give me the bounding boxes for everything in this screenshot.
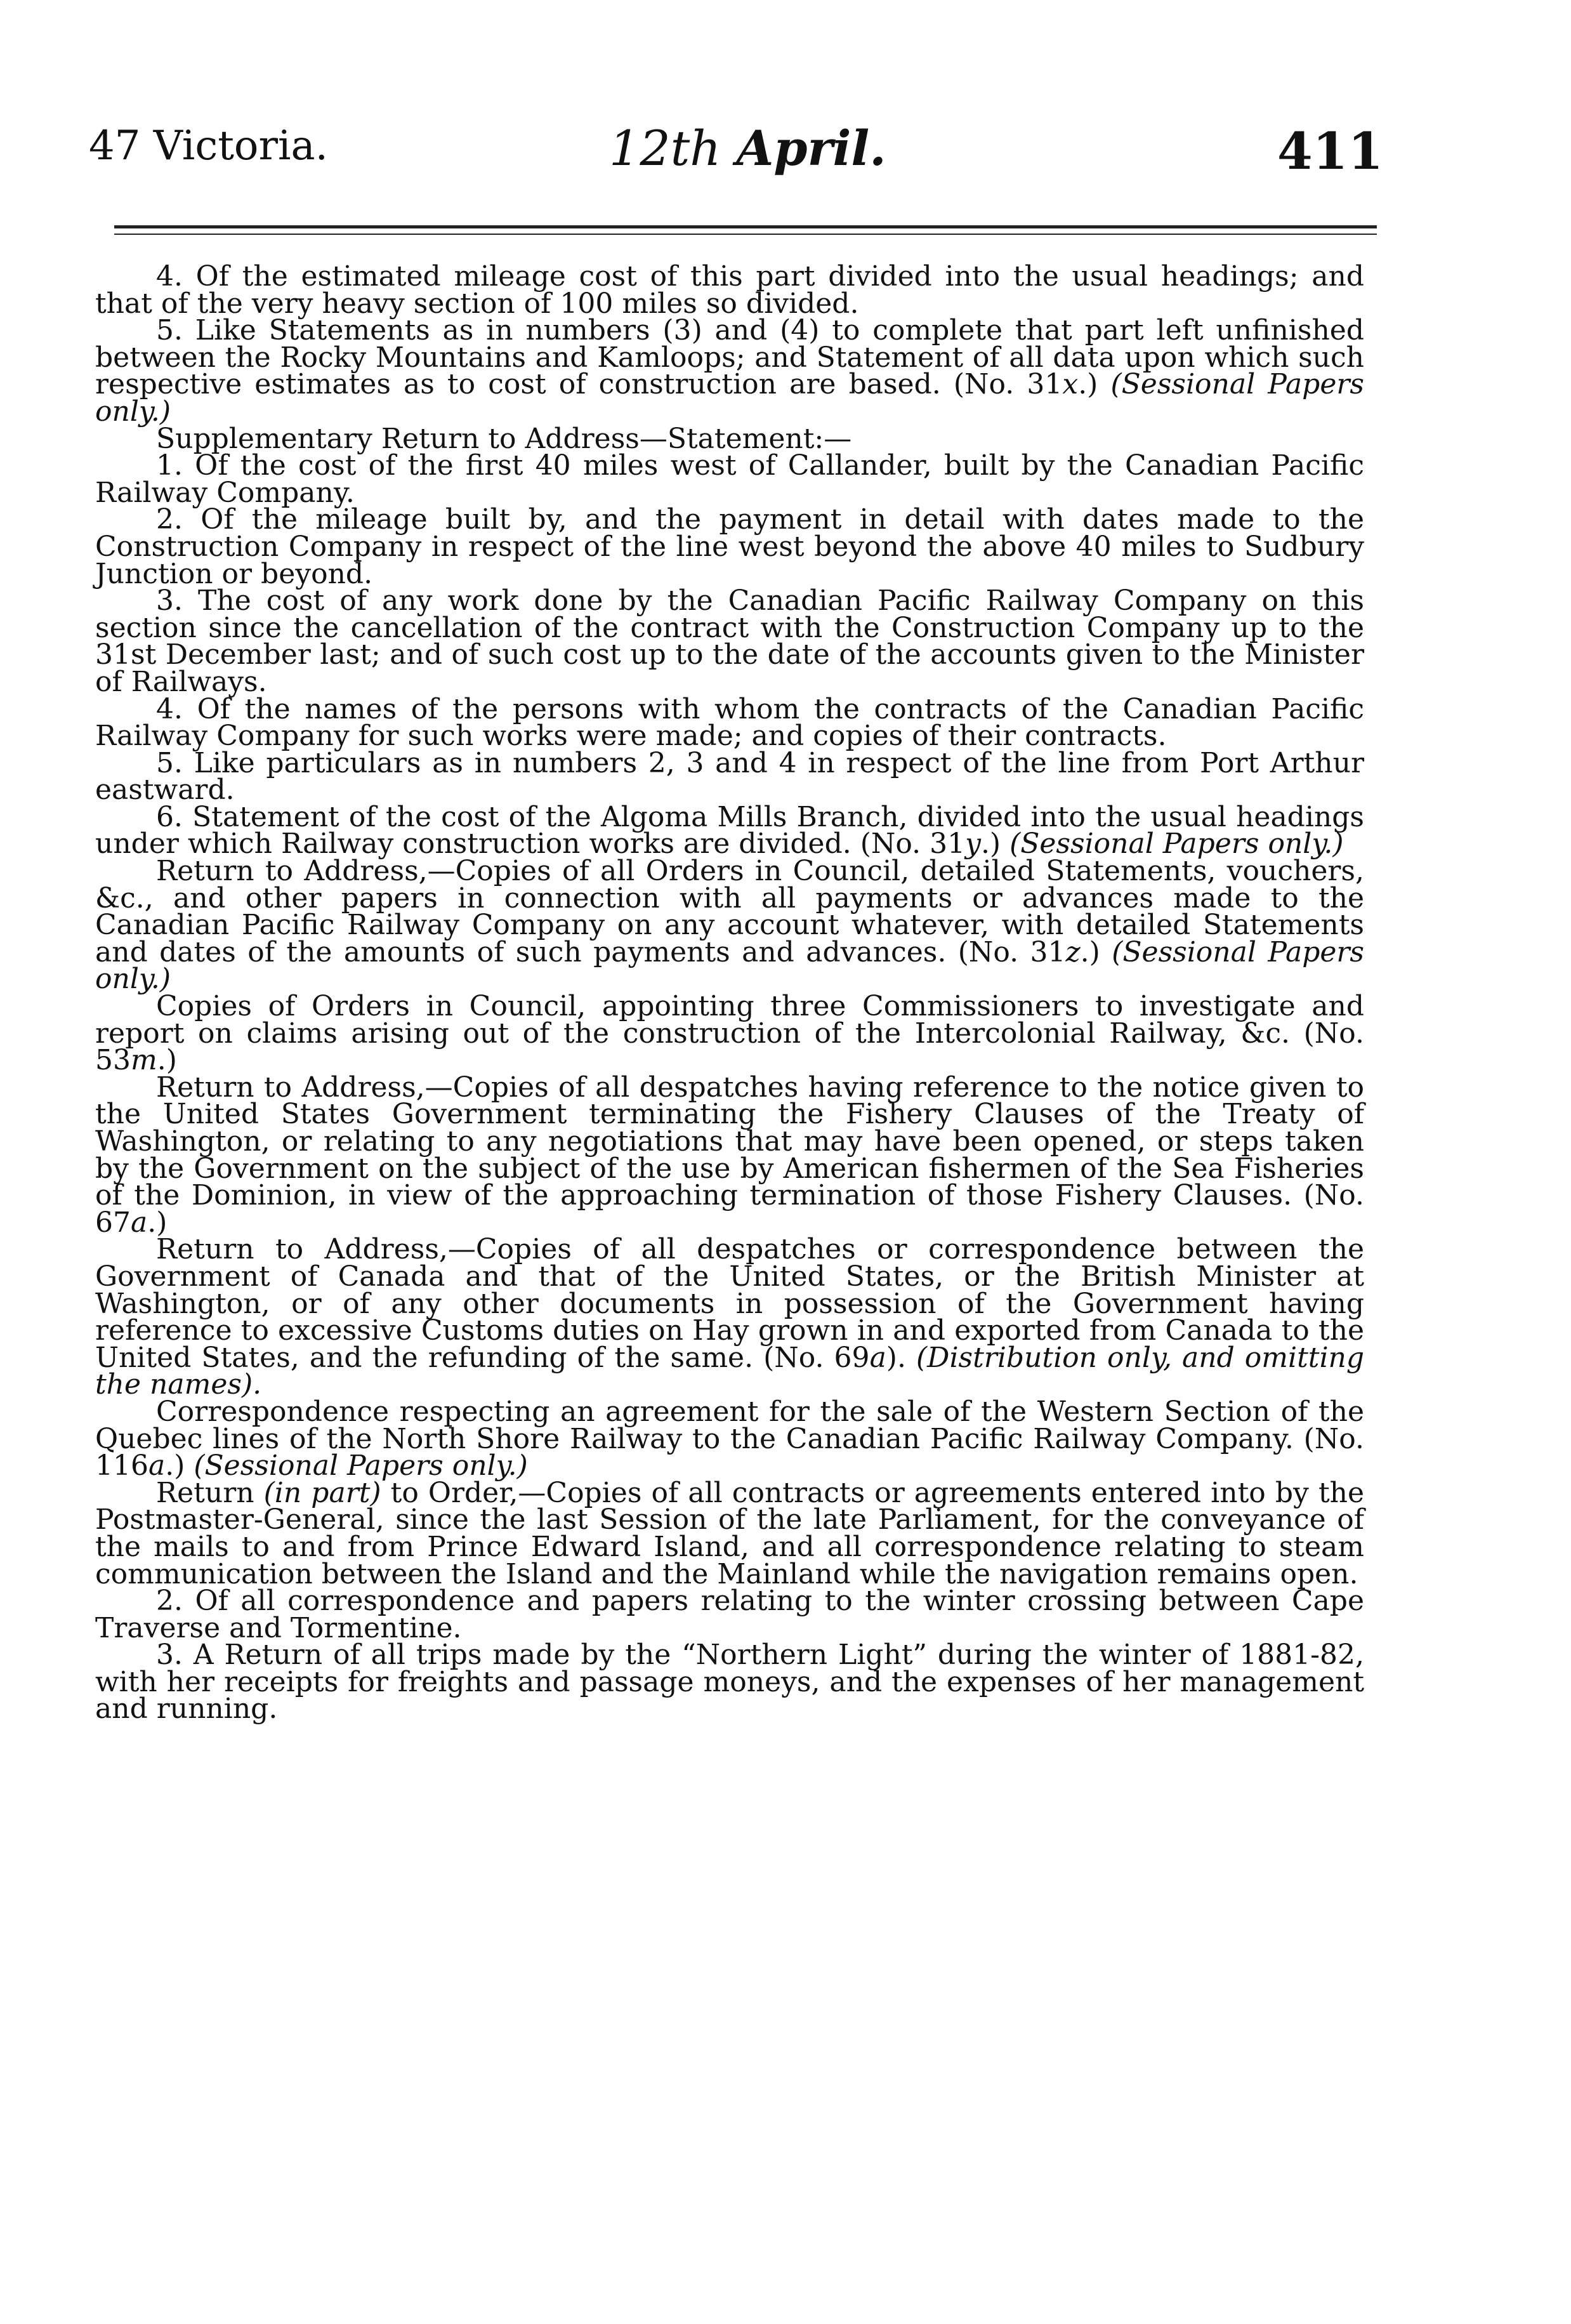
text-run: 2. Of the mileage built by, and the payment in detail with dates made to the Construction Company in respect of the line west beyond the above 40 miles to Sudbury Junction or beyond. (95, 503, 1364, 590)
date-heading (609, 120, 886, 176)
italic-run: (Sessional Papers only.) (1009, 828, 1344, 861)
italic-run: y (965, 828, 981, 861)
italic-run: (in part) (263, 1476, 381, 1509)
text-run: 1. Of the cost of the first 40 miles west of Callander, built by the Canadian Pacific Railway Company. (95, 449, 1364, 509)
paragraph (95, 746, 1364, 807)
italic-run: a (148, 1449, 166, 1482)
paragraph (95, 422, 1364, 455)
italic-run: m (131, 1044, 157, 1077)
paragraph (95, 692, 1364, 753)
text-run: 6. Statement of the cost of the Algoma Mills Branch, divided into the usual headings under which Railway construction works are divided. (No. 31 (95, 800, 1364, 861)
paragraph (95, 1071, 1364, 1239)
paragraph (95, 990, 1364, 1077)
text-run: 5. Like Statements as in numbers (3) and (4) to complete that part left unfinished between the Rocky Mountains and Kamloops; and Statement of all data upon which such respective estimates as to cost of construction are based. (No. 31 (95, 314, 1364, 401)
text-run: .) (1078, 368, 1111, 401)
page-header (89, 105, 1383, 200)
paragraph (95, 314, 1364, 428)
italic-run: (Sessional Papers only.) (95, 935, 1365, 996)
paragraph (95, 503, 1364, 590)
date-day: 12th (609, 120, 721, 176)
paragraph (95, 800, 1364, 861)
italic-run: (Sessional Papers only.) (194, 1449, 528, 1482)
italic-run: (Sessional Papers only.) (95, 368, 1364, 428)
paragraph (95, 584, 1364, 698)
header-rule-thick (114, 225, 1377, 228)
text-run: 2. Of all correspondence and papers relating to the winter crossing between Cape Traverse and Tormentine. (95, 1585, 1364, 1644)
text-run: Return to Address,—Copies of all despatches or correspondence between the Government of Canada and that of the United States, or the British Minister at Washington, or of any other documents in possession of the Government having reference to excessive Customs duties on Hay grown in and exported from Canada to the United States, and the refunding of the same. (No. 69 (95, 1233, 1364, 1374)
text-run: Return (156, 1476, 264, 1509)
text-run: ). (886, 1341, 917, 1374)
paragraph (95, 1585, 1364, 1644)
text-run: .) (1080, 935, 1112, 968)
text-run: Correspondence respecting an agreement for the sale of the Western Section of the Quebec lines of the North Shore Railway to the Canadian Pacific Railway Company. (No. 116 (95, 1395, 1364, 1482)
text-run: .) (147, 1206, 168, 1239)
italic-run: (Distribution only, and omitting the names). (95, 1341, 1365, 1401)
italic-run: a (131, 1206, 148, 1239)
italic-run: x (1062, 368, 1079, 401)
header-rule-thin (114, 234, 1377, 235)
paragraph (95, 449, 1364, 509)
paragraph (95, 1233, 1365, 1401)
paragraph (95, 260, 1364, 320)
text-run: 4. Of the estimated mileage cost of this part divided into the usual headings; and that of the very heavy section of 100 miles so divided. (95, 260, 1364, 320)
paragraph (95, 855, 1365, 996)
date-month: April. (736, 120, 886, 176)
text-run: .) (980, 828, 1010, 861)
text-run: 4. Of the names of the persons with whom the contracts of the Canadian Pacific Railway Company for such works were made; and copies of their contracts. (95, 692, 1364, 753)
paragraph (95, 1639, 1364, 1726)
page-number: 411 (1277, 121, 1383, 181)
session-label: 47 Victoria. (89, 122, 328, 169)
text-run: Supplementary Return to Address—Statement:— (156, 422, 852, 455)
italic-run: z (1065, 935, 1081, 968)
paragraph (95, 1476, 1364, 1590)
text-run: Return to Address,—Copies of all Orders in Council, detailed Statements, vouchers, &c., and other papers in connection with all payments or advances made to the Canadian Pacific Railway Company on any account whatever, with detailed Statements and dates of the amounts of such payments and advances. (No. 31 (95, 855, 1364, 968)
text-run: 3. A Return of all trips made by the “Northern Light” during the winter of 1881-82, with her receipts for freights and passage moneys, and the expenses of her management and running. (95, 1639, 1364, 1726)
text-run: Return to Address,—Copies of all despatches having reference to the notice given to the United States Government terminating the Fishery Clauses of the Treaty of Washington, or relating to any negotiations that may have been opened, or steps taken by the Government on the subject of the use by American fishermen of the Sea Fisheries of the Dominion, in view of the approaching termination of those Fishery Clauses. (No. 67 (95, 1071, 1364, 1239)
body-text (95, 260, 1365, 1726)
text-run: 5. Like particulars as in numbers 2, 3 and 4 in respect of the line from Port Arthur eastward. (95, 746, 1364, 807)
italic-run: a (869, 1341, 886, 1374)
text-run: 3. The cost of any work done by the Canadian Pacific Railway Company on this section since the cancellation of the contract with the Construction Company up to the 31st December last; and of such cost up to the date of the accounts given to the Minister of Railways. (95, 584, 1364, 698)
paragraph (95, 1395, 1364, 1482)
text-run: to Order,—Copies of all contracts or agreements entered into by the Postmaster-General, since the last Session of the late Parliament, for the conveyance of the mails to and from Prince Edward Island, and all correspondence relating to steam communication between the Island and the Mainland while the navigation remains open. (95, 1476, 1364, 1590)
text-run: .) (165, 1449, 194, 1482)
text-run: Copies of Orders in Council, appointing three Commissioners to investigate and report on claims arising out of the construction of the Intercolonial Railway, &c. (No. 53 (95, 990, 1364, 1077)
text-run: .) (157, 1044, 177, 1077)
